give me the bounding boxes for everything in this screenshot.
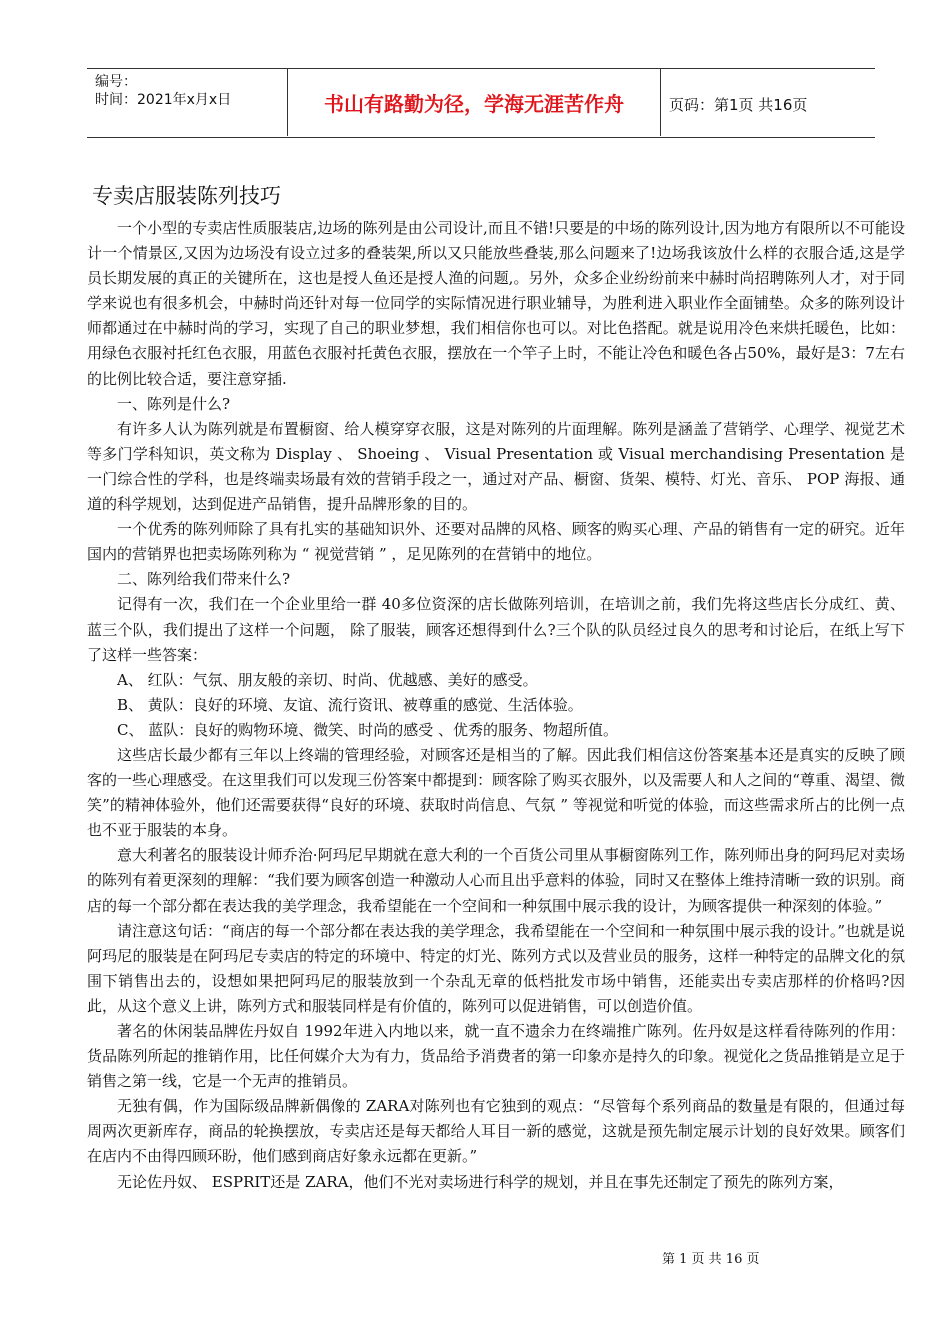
paragraph: 著名的休闲装品牌佐丹奴自 1992年进入内地以来，就一直不遗余力在终端推广陈列。佐丹奴是这样看待陈列的作用：货品陈列所起的推销作用，比任何媒介大为有力，货品给予消费者的第一印象亦是持久的印象。视觉化之货品推销是立足于销售之第一线，它是一个无声的推销员。 bbox=[87, 1022, 905, 1091]
list-item: C、 蓝队：良好的购物环境、微笑、时尚的感受 、优秀的服务、物超所值。 bbox=[117, 720, 619, 739]
header-meta bbox=[95, 73, 283, 109]
section-heading: 二、陈列给我们带来什么? bbox=[117, 570, 291, 589]
paragraph: 记得有一次，我们在一个企业里给一群 40多位资深的店长做陈列培训，在培训之前，我们先将这些店长分成红、黄、蓝三个队，我们提出了这样一个问题， 除了服装，顾客还想得到什么?三个队的队员经过良久的思考和讨论后，在纸上写下了这样一些答案： bbox=[87, 595, 905, 664]
time-label: 时间：2021年x月x日 bbox=[95, 92, 232, 108]
list-item: B、 黄队：良好的环境、友谊、流行资讯、被尊重的感觉、生活体验。 bbox=[117, 695, 583, 714]
page-header bbox=[87, 68, 875, 138]
paragraph: 无独有偶，作为国际级品牌新偶像的 ZARA对陈列也有它独到的观点：“尽管每个系列商品的数量是有限的，但通过每周两次更新库存，商品的轮换摆放，专卖店还是每天都给人耳目一新的感觉，这就是预先制定展示计划的良好效果。顾客们在店内不由得四顾环盼，他们感到商店好象永远都在更新。” bbox=[87, 1097, 905, 1166]
page-footer: 第 1 页 共 16 页 bbox=[662, 1252, 760, 1267]
paragraph: 无论佐丹奴、 ESPRIT还是 ZARA，他们不光对卖场进行科学的规划，并且在事先还制定了预先的陈列方案， bbox=[117, 1172, 844, 1191]
document-body bbox=[87, 216, 905, 1195]
list-item: A、 红队：气氛、朋友般的亲切、时尚、优越感、美好的感受。 bbox=[117, 670, 538, 689]
number-label: 编号： bbox=[95, 74, 137, 90]
paragraph: 意大利著名的服装设计师乔治·阿玛尼早期就在意大利的一个百货公司里从事橱窗陈列工作，陈列师出身的阿玛尼对卖场的陈列有着更深刻的理解：“我们要为顾客创造一种激动人心而且出乎意料的体验，同时又在整体上维持清晰一致的识别。商店的每一个部分都在表达我的美学理念，我希望能在一个空间和一种氛围中展示我的设计，为顾客提供一种深刻的体验。” bbox=[87, 846, 905, 915]
paragraph: 一个小型的专卖店性质服装店,边场的陈列是由公司设计,而且不错!只要是的中场的陈列设计,因为地方有限所以不可能设计一个情景区,又因为边场没有设立过多的叠装架,所以又只能放些叠装,那么问题来了!边场我该放什么样的衣服合适,这是学员长期发展的真正的关键所在，这也是授人鱼还是授人渔的问题,。另外，众多企业纷纷前来中赫时尚招聘陈列人才，对于同学来说也有很多机会，中赫时尚还针对每一位同学的实际情况进行职业辅导，为胜利进入职业作全面铺垫。众多的陈列设计师都通过在中赫时尚的学习，实现了自己的职业梦想，我们相信你也可以。对比色搭配。就是说用冷色来烘托暖色，比如：用绿色衣服衬托红色衣服，用蓝色衣服衬托黄色衣服，摆放在一个竿子上时，不能让冷色和暖色各占50%，最好是3：7左右的比例比较合适，要注意穿插. bbox=[87, 219, 905, 388]
paragraph: 有许多人认为陈列就是布置橱窗、给人模穿穿衣服，这是对陈列的片面理解。陈列是涵盖了营销学、心理学、视觉艺术等多门学科知识，英文称为 Display 、 Shoeing 、 Visual Presentation 或 Visual merchandising Presentation 是一门综合性的学科，也是终端卖场最有效的营销手段之一，通过对产品、橱窗、货架、模特、灯光、音乐、 POP 海报、通道的科学规划，达到促进产品销售，提升品牌形象的目的。 bbox=[87, 419, 905, 514]
page-indicator: 页码：第1页 共16页 bbox=[669, 96, 808, 114]
paragraph: 一个优秀的陈列师除了具有扎实的基础知识外、还要对品牌的风格、顾客的购买心理、产品的销售有一定的研究。近年国内的营销界也把卖场陈列称为 “ 视觉营销 ” ，足见陈列的在营销中的地位。 bbox=[87, 520, 905, 564]
paragraph: 请注意这句话：“商店的每一个部分都在表达我的美学理念，我希望能在一个空间和一种氛围中展示我的设计。”也就是说阿玛尼的服装是在阿玛尼专卖店的特定的环境中、特定的灯光、陈列方式以及营业员的服务，这样一种特定的品牌文化的氛围下销售出去的，设想如果把阿玛尼的服装放到一个杂乱无章的低档批发市场中销售，还能卖出专卖店那样的价格吗?因此，从这个意义上讲，陈列方式和服装同样是有价值的，陈列可以促进销售，可以创造价值。 bbox=[87, 921, 905, 1015]
document-title: 专卖店服装陈列技巧 bbox=[92, 184, 281, 208]
paragraph: 这些店长最少都有三年以上终端的管理经验，对顾客还是相当的了解。因此我们相信这份答案基本还是真实的反映了顾客的一些心理感受。在这里我们可以发现三份答案中都提到：顾客除了购买衣服外，以及需要人和人之间的“尊重、渴望、微笑”的精神体验外，他们还需要获得“良好的环境、获取时尚信息、气氛 ” 等视觉和听觉的体验，而这些需求所占的比例一点也不亚于服装的本身。 bbox=[87, 745, 905, 840]
header-motto: 书山有路勤为径，学海无涯苦作舟 bbox=[287, 69, 661, 136]
section-heading: 一、陈列是什么? bbox=[117, 394, 231, 413]
